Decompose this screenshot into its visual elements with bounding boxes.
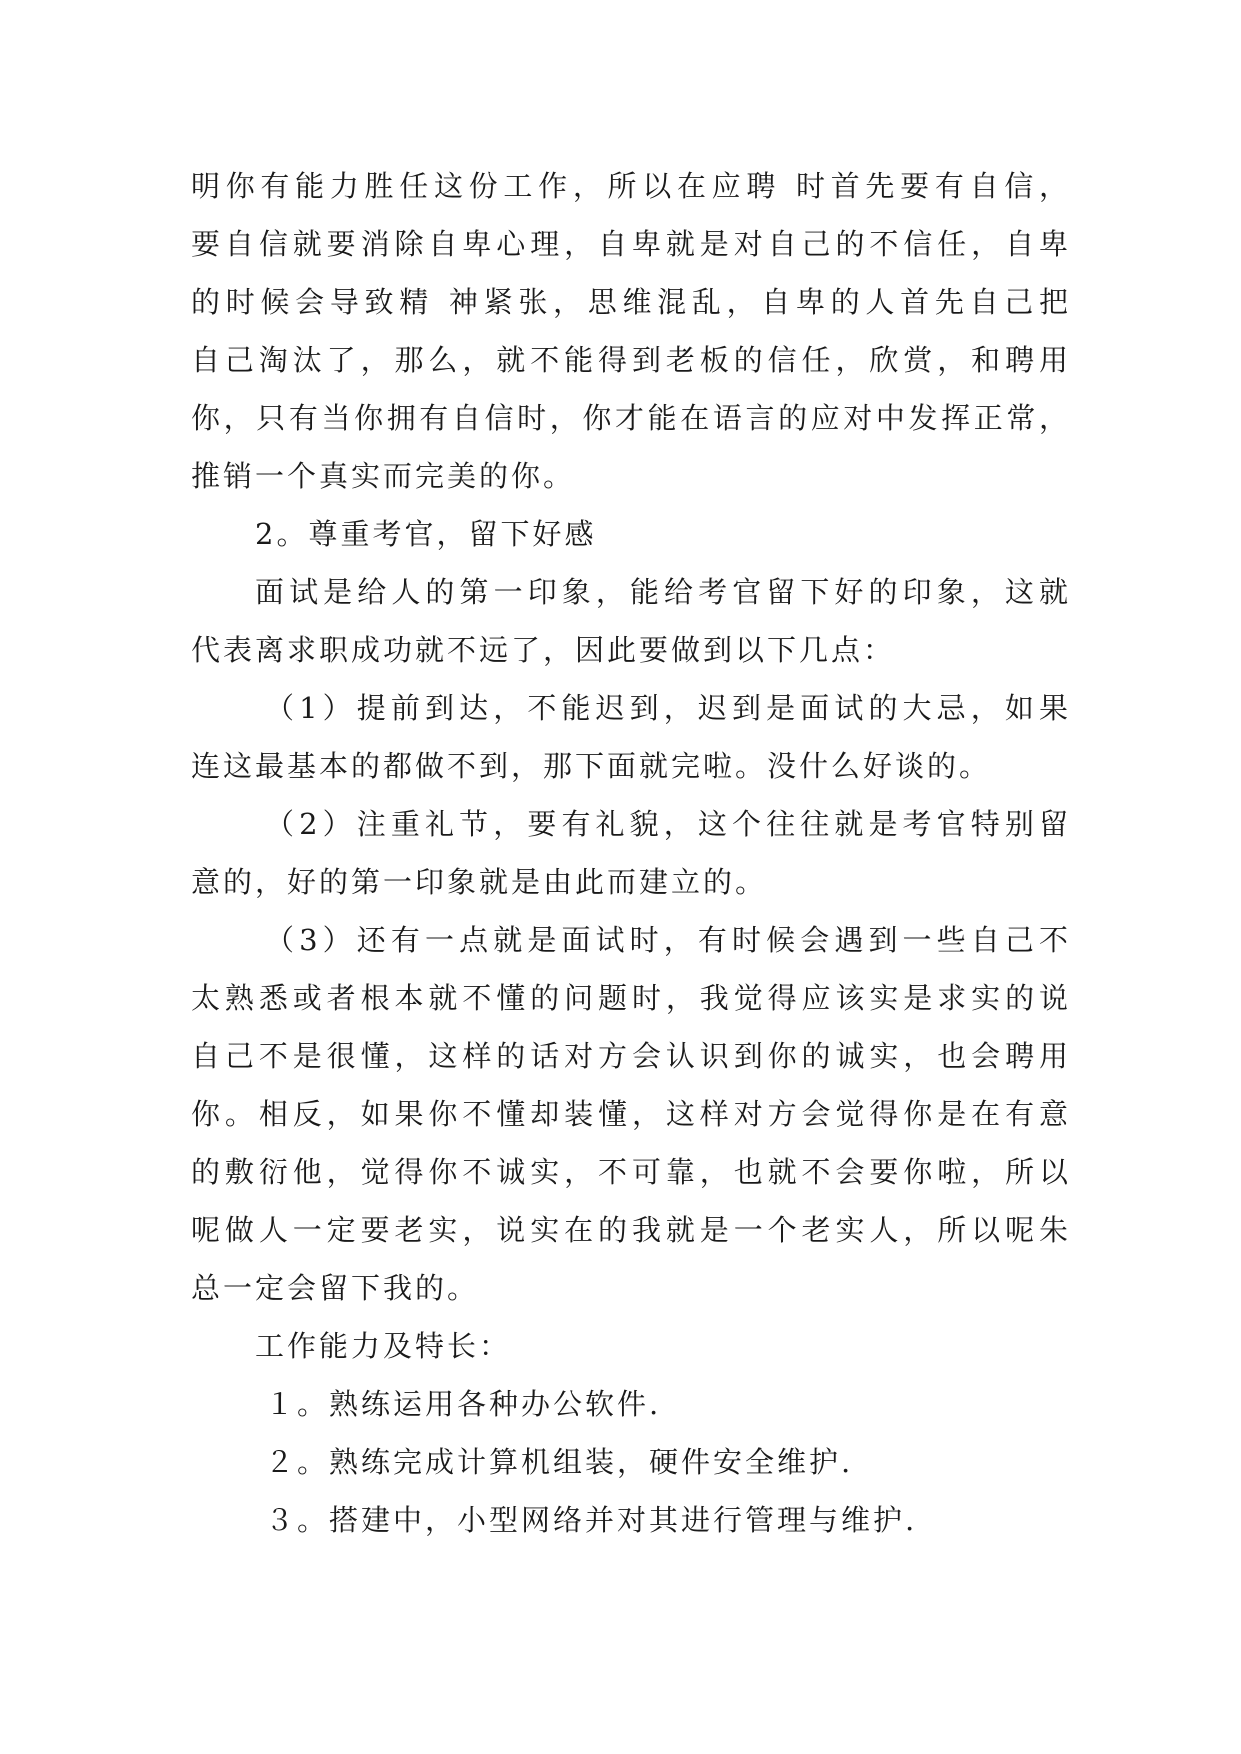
body-text-line: 要自信就要消除自卑心理，自卑就是对自己的不信任，自卑 xyxy=(191,227,1071,261)
body-text-line: 你，只有当你拥有自信时，你才能在语言的应对中发挥正常， xyxy=(191,401,1071,435)
body-text-line: 的时候会导致精 神紧张，思维混乱，自卑的人首先自己把 xyxy=(191,285,1071,319)
skill-list-item: ２。熟练完成计算机组装，硬件安全维护. xyxy=(265,1445,854,1479)
list-item-line: 你。相反，如果你不懂却装懂，这样对方会觉得你是在有意 xyxy=(191,1097,1071,1131)
list-item-line: 的敷衍他，觉得你不诚实，不可靠，也就不会要你啦，所以 xyxy=(191,1155,1071,1189)
list-item-line: 太熟悉或者根本就不懂的问题时，我觉得应该实是求实的说 xyxy=(191,981,1071,1015)
list-item-line: （3）还有一点就是面试时，有时候会遇到一些自己不 xyxy=(265,923,1071,957)
list-item-line: 意的，好的第一印象就是由此而建立的。 xyxy=(191,865,768,899)
list-item-line: （2）注重礼节，要有礼貌，这个往往就是考官特别留 xyxy=(265,807,1071,841)
body-text-line: 代表离求职成功就不远了，因此要做到以下几点： xyxy=(191,633,896,667)
list-item-line: 自己不是很懂，这样的话对方会认识到你的诚实，也会聘用 xyxy=(191,1039,1071,1073)
list-item-line: 呢做人一定要老实，说实在的我就是一个老实人，所以呢朱 xyxy=(191,1213,1071,1247)
list-item-line: （1）提前到达，不能迟到，迟到是面试的大忌，如果 xyxy=(265,691,1071,725)
skill-list-item: １。熟练运用各种办公软件. xyxy=(265,1387,662,1421)
body-text-line: 推销一个真实而完美的你。 xyxy=(191,459,576,493)
list-item-line: 总一定会留下我的。 xyxy=(191,1271,480,1305)
list-item-line: 连这最基本的都做不到，那下面就完啦。没什么好谈的。 xyxy=(191,749,992,783)
body-text-line: 自己淘汰了，那么，就不能得到老板的信任，欣赏，和聘用 xyxy=(191,343,1071,377)
body-text-line: 面试是给人的第一印象，能给考官留下好的印象，这就 xyxy=(255,575,1071,609)
body-text-line: 明你有能力胜任这份工作，所以在应聘 时首先要有自信， xyxy=(191,169,1071,203)
section-heading: 2。尊重考官，留下好感 xyxy=(255,517,597,551)
section-heading: 工作能力及特长： xyxy=(255,1329,512,1363)
skill-list-item: ３。搭建中，小型网络并对其进行管理与维护. xyxy=(265,1503,918,1537)
